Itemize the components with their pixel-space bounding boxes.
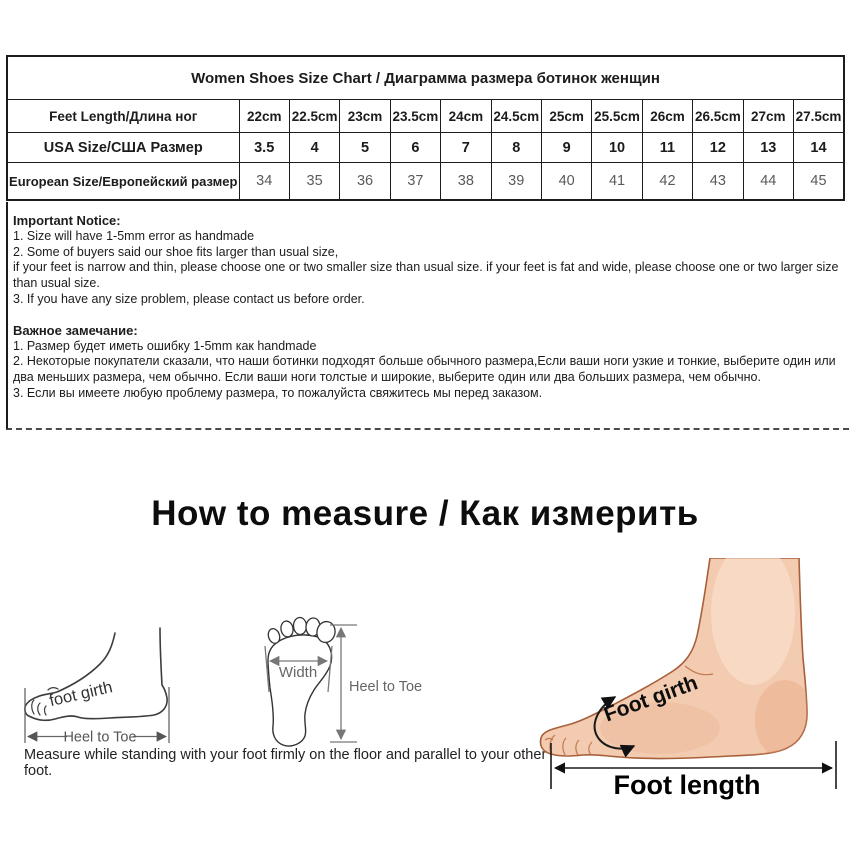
table-cell: 40 <box>541 163 591 201</box>
row-label-feet-length: Feet Length/Длина ног <box>7 100 239 133</box>
notice-ru-line: 2. Некоторые покупатели сказали, что наши ботинки подходят больше обычного размера,Если ваши ноги узкие и тонкие, выберите один или два меньших размера, чем обычно. Если ваши ноги толстые и широкие, выберите один или два больших размера, чем обычно. <box>13 354 836 385</box>
side-foot-diagram <box>15 595 230 755</box>
table-cell: 36 <box>340 163 390 201</box>
table-cell: 42 <box>642 163 692 201</box>
table-cell: 7 <box>441 133 491 163</box>
table-cell: 41 <box>592 163 642 201</box>
photo-foot-diagram <box>535 558 850 810</box>
footprint-diagram <box>245 600 435 760</box>
measure-caption: Measure while standing with your foot firmly on the floor and parallel to your other foot. <box>24 747 547 779</box>
table-cell: 26.5cm <box>693 100 743 133</box>
size-chart-table <box>6 55 845 201</box>
table-cell: 23cm <box>340 100 390 133</box>
table-cell: 12 <box>693 133 743 163</box>
table-cell: 38 <box>441 163 491 201</box>
table-cell: 35 <box>289 163 339 201</box>
table-cell: 10 <box>592 133 642 163</box>
table-cell: 39 <box>491 163 541 201</box>
notice-en-line: 3. If you have any size problem, please contact us before order. <box>13 291 365 306</box>
table-cell: 24.5cm <box>491 100 541 133</box>
table-title: Women Shoes Size Chart / Диаграмма размера ботинок женщин <box>7 56 844 100</box>
notice-ru-line: 1. Размер будет иметь ошибку 1-5mm как handmade <box>13 338 317 353</box>
notice-en-heading: Important Notice: <box>13 213 121 228</box>
table-cell: 26cm <box>642 100 692 133</box>
table-cell: 4 <box>289 133 339 163</box>
footprint-outline <box>268 635 332 746</box>
table-cell: 25cm <box>541 100 591 133</box>
table-cell: 44 <box>743 163 793 201</box>
notice-section <box>6 202 850 430</box>
notice-en-line: 1. Size will have 1-5mm error as handmade <box>13 228 255 243</box>
table-row-feet-length <box>7 100 844 133</box>
table-cell: 25.5cm <box>592 100 642 133</box>
table-cell: 8 <box>491 133 541 163</box>
notice-en-line: if your feet is narrow and thin, please choose one or two smaller size than usual size. if your feet is fat and wide, please choose one or two larger size than usual size. <box>13 260 839 291</box>
table-cell: 6 <box>390 133 440 163</box>
table-cell: 9 <box>541 133 591 163</box>
table-cell: 34 <box>239 163 289 201</box>
table-cell: 37 <box>390 163 440 201</box>
table-cell: 22.5cm <box>289 100 339 133</box>
table-cell: 24cm <box>441 100 491 133</box>
row-label-usa-size: USA Size/США Размер <box>7 133 239 163</box>
foot-girth-label: Foot girth <box>600 671 701 727</box>
table-cell: 27.5cm <box>793 100 844 133</box>
how-to-measure-heading: How to measure / Как измерить <box>151 494 699 533</box>
table-row-usa-size <box>7 133 844 163</box>
table-cell: 45 <box>793 163 844 201</box>
heel-to-toe-label: Heel to Toe <box>63 729 137 746</box>
table-cell: 27cm <box>743 100 793 133</box>
table-cell: 14 <box>793 133 844 163</box>
foot-girth-label: foot girth <box>47 678 115 711</box>
table-title-row <box>7 56 844 100</box>
table-cell: 5 <box>340 133 390 163</box>
table-cell: 22cm <box>239 100 289 133</box>
row-label-european-size: European Size/Европейский размер <box>7 163 239 201</box>
table-cell: 3.5 <box>239 133 289 163</box>
foot-outline <box>25 628 167 720</box>
table-cell: 11 <box>642 133 692 163</box>
foot-length-label: Foot length <box>613 770 761 800</box>
table-cell: 13 <box>743 133 793 163</box>
heel-to-toe-label: Heel to Toe <box>349 679 423 695</box>
size-chart-section <box>6 55 845 201</box>
table-row-european-size <box>7 163 844 201</box>
notice-ru-line: 3. Если вы имеете любую проблему размера, то пожалуйста свяжитесь мы перед заказом. <box>13 385 543 400</box>
table-cell: 43 <box>693 163 743 201</box>
width-label: Width <box>278 664 318 681</box>
notice-ru-heading: Важное замечание: <box>13 322 138 338</box>
notice-en-line: 2. Some of buyers said our shoe fits larger than usual size, <box>13 244 339 259</box>
table-cell: 23.5cm <box>390 100 440 133</box>
